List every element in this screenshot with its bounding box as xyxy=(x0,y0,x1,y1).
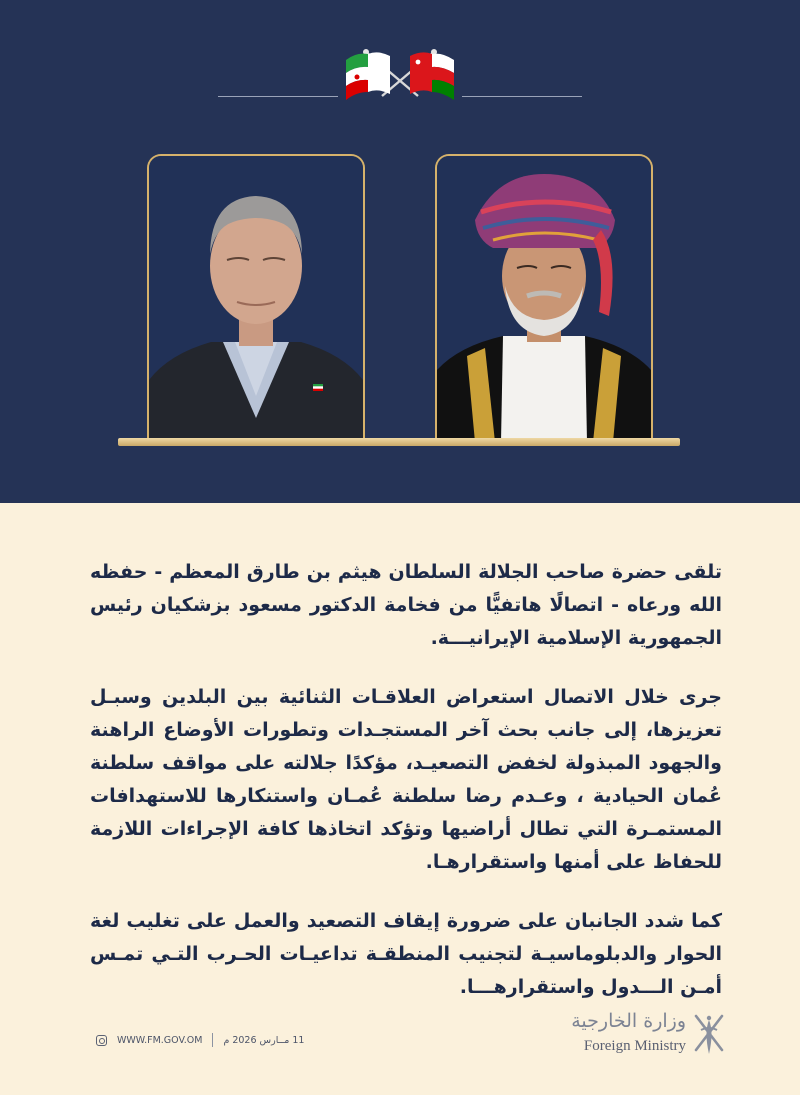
news-article xyxy=(90,556,722,1030)
portrait-shelf xyxy=(118,438,680,446)
article-paragraph-3: كما شدد الجانبان على ضرورة إيقاف التصعيد والعمل على تغليب لغة الحوار والدبلوماسيـة لتجنيب المنطقـة تداعيـات الحـرب التـي تمـس أمـن الـــدول واستقرارهـــا. xyxy=(90,910,722,998)
ministry-name-arabic: وزارة الخارجية xyxy=(571,1010,686,1032)
footer-divider xyxy=(212,1033,213,1047)
header-banner xyxy=(0,0,800,503)
iran-flag-icon xyxy=(346,52,390,100)
crossed-flags-icon xyxy=(338,40,462,112)
article-paragraph-1: تلقى حضرة صاحب الجلالة السلطان هيثم بن طارق المعظم - حفظه الله ورعاه - اتصالًا هاتفيًّا من فخامة الدكتور مسعود بزشكيان رئيس الجمهورية الإسلامية الإيرانيـــة. xyxy=(90,561,722,649)
portrait-sultan-of-oman xyxy=(435,154,653,442)
footer-info xyxy=(96,1030,304,1050)
ministry-logo xyxy=(566,1008,736,1060)
decorative-line-left xyxy=(218,96,338,97)
website-url[interactable]: WWW.FM.GOV.OM xyxy=(117,1034,203,1046)
decorative-line-right xyxy=(462,96,582,97)
article-paragraph-2: جرى خلال الاتصال استعراض العلاقـات الثنائية بين البلدين وسبـل تعزيزها، إلى جانب بحث آخر المستجـدات وتطورات الأوضاع الراهنة والجهود المبذولة لخفض التصعيـد، مؤكدًا جلالته على مواقف سلطنة عُمان الحيادية ، وعـدم رضا سلطنة عُمـان واستنكارها للاستهدافات المستمـرة التي تطال أراضيها وتؤكد اتخاذها كافة الإجراءات اللازمة للحفاظ على أمنها واستقرارهـا. xyxy=(90,686,722,873)
oman-flag-icon xyxy=(410,52,454,100)
publish-date: 11 مــارس 2026 م xyxy=(223,1034,305,1046)
portrait-iranian-president xyxy=(147,154,365,442)
oman-emblem-icon xyxy=(690,1010,728,1058)
instagram-icon xyxy=(96,1035,107,1046)
ministry-name-english: Foreign Ministry xyxy=(583,1038,686,1054)
